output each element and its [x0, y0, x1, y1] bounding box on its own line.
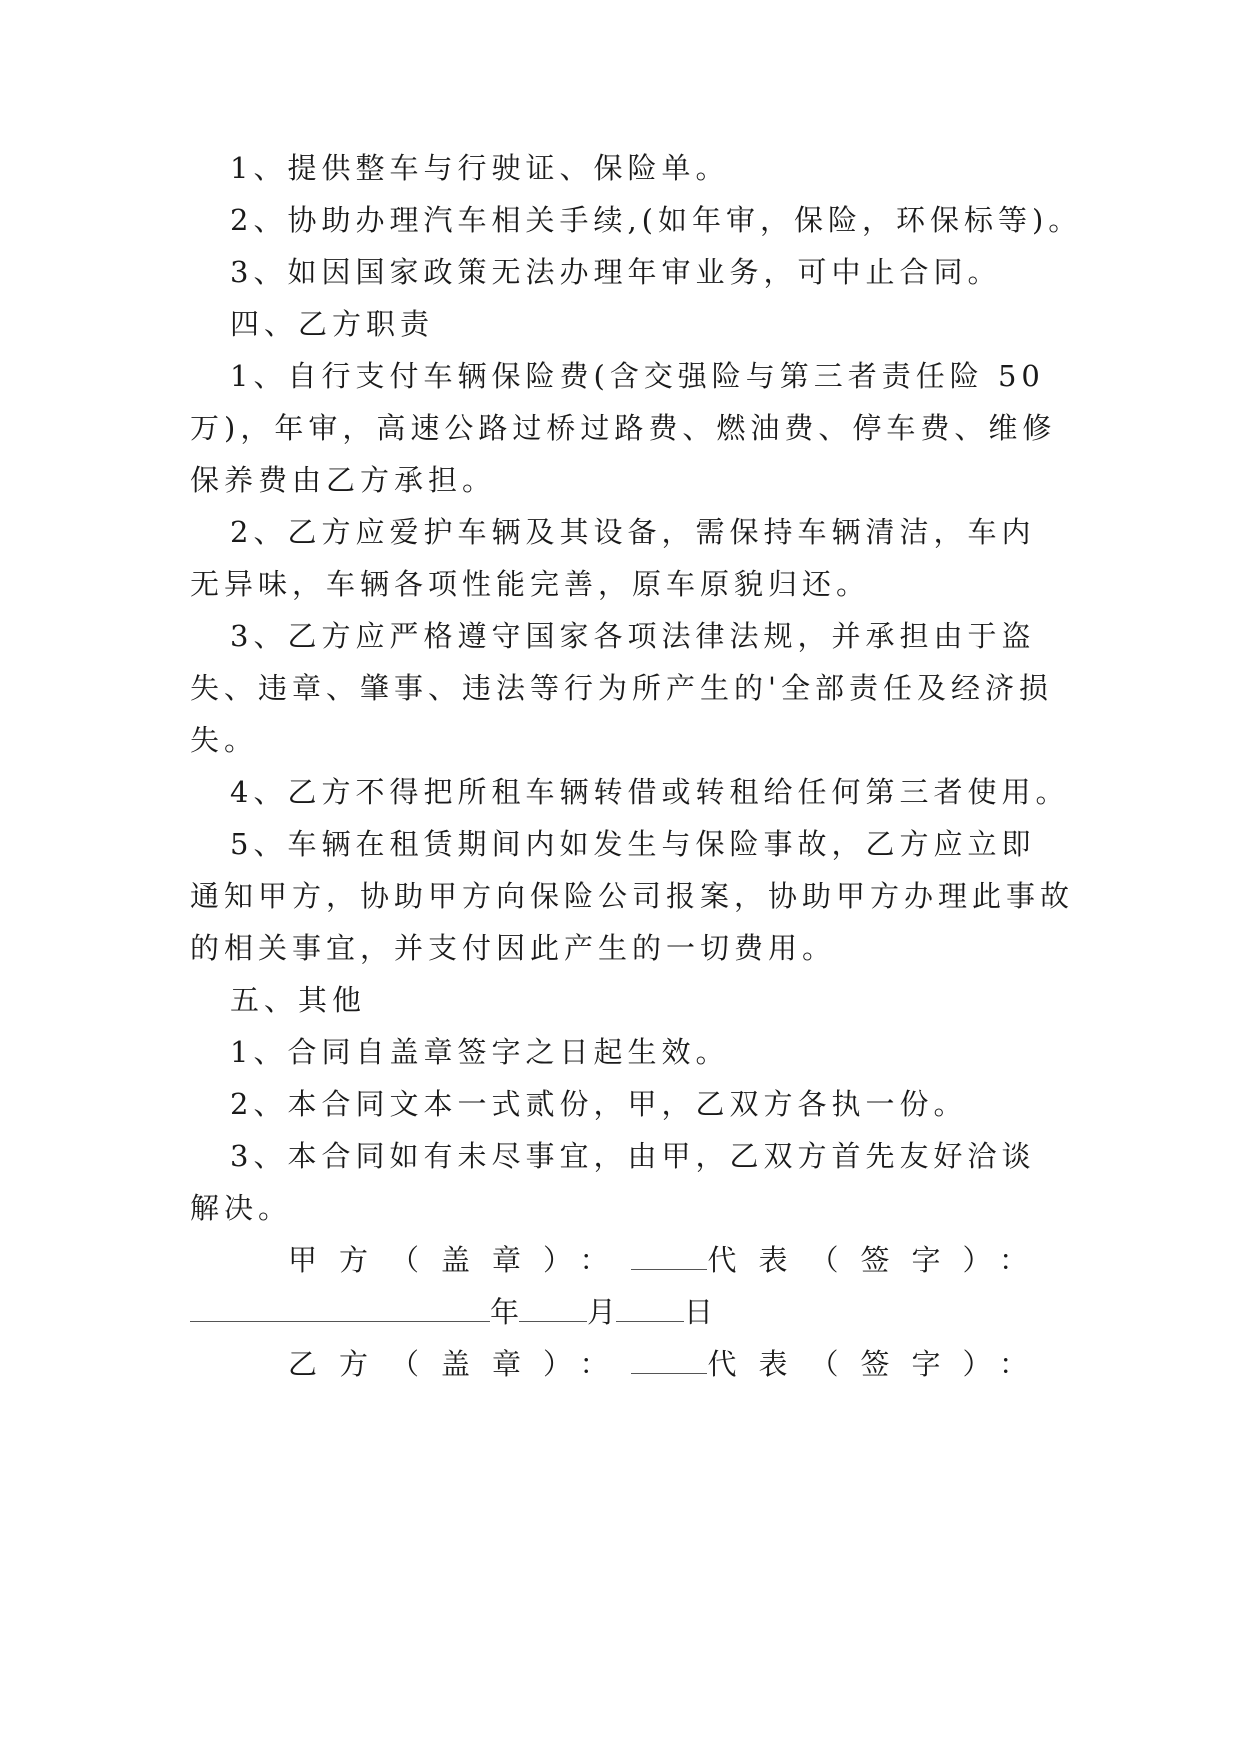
month-label: 月	[587, 1295, 617, 1329]
party-b-representative-label: 代表（签字）：	[707, 1347, 1050, 1381]
paragraph-line: 通知甲方，协助甲方向保险公司报案，协助甲方办理此事故	[190, 879, 1075, 913]
party-a-representative-label: 代表（签字）：	[707, 1243, 1050, 1277]
day-blank[interactable]	[616, 1295, 684, 1322]
paragraph-line: 2、协助办理汽车相关手续,(如年审，保险，环保标等)。	[230, 203, 1083, 237]
party-a-signature-row	[190, 1242, 1070, 1278]
paragraph-line: 1、合同自盖章签字之日起生效。	[230, 1035, 730, 1069]
paragraph-line: 3、如因国家政策无法办理年审业务，可中止合同。	[230, 255, 1002, 289]
date-row	[190, 1294, 1070, 1330]
section-heading: 五、其他	[230, 983, 367, 1017]
paragraph-line: 5、车辆在租赁期间内如发生与保险事故，乙方应立即	[230, 827, 1036, 861]
paragraph-line: 无异味，车辆各项性能完善，原车原貌归还。	[190, 567, 871, 601]
paragraph-line: 1、自行支付车辆保险费(含交强险与第三者责任险 50	[230, 359, 1045, 393]
paragraph-line: 万)，年审，高速公路过桥过路费、燃油费、停车费、维修	[190, 411, 1057, 445]
paragraph-line: 解决。	[190, 1191, 293, 1225]
year-label: 年	[490, 1295, 520, 1329]
section-heading: 四、乙方职责	[230, 307, 435, 341]
paragraph-line: 失、违章、肇事、违法等行为所产生的'全部责任及经济损	[190, 671, 1053, 705]
party-b-seal-blank[interactable]	[631, 1347, 708, 1374]
party-a-seal-label: 甲方（盖章）：	[288, 1243, 631, 1277]
paragraph-line: 4、乙方不得把所租车辆转借或转租给任何第三者使用。	[230, 775, 1070, 809]
day-label: 日	[684, 1295, 714, 1329]
party-b-signature-row	[190, 1346, 1070, 1382]
paragraph-line: 的相关事宜，并支付因此产生的一切费用。	[190, 931, 837, 965]
paragraph-line: 失。	[190, 723, 259, 757]
paragraph-line: 2、乙方应爱护车辆及其设备，需保持车辆清洁，车内	[230, 515, 1036, 549]
paragraph-line: 2、本合同文本一式贰份，甲，乙双方各执一份。	[230, 1087, 968, 1121]
paragraph-line: 3、乙方应严格遵守国家各项法律法规，并承担由于盗	[230, 619, 1036, 653]
representative-signature-blank[interactable]	[190, 1295, 490, 1322]
month-blank[interactable]	[519, 1295, 587, 1322]
party-b-seal-label: 乙方（盖章）：	[288, 1347, 631, 1381]
paragraph-line: 1、提供整车与行驶证、保险单。	[230, 151, 730, 185]
party-a-seal-blank[interactable]	[631, 1243, 708, 1270]
paragraph-line: 保养费由乙方承担。	[190, 463, 497, 497]
paragraph-line: 3、本合同如有未尽事宜，由甲，乙双方首先友好洽谈	[230, 1139, 1036, 1173]
